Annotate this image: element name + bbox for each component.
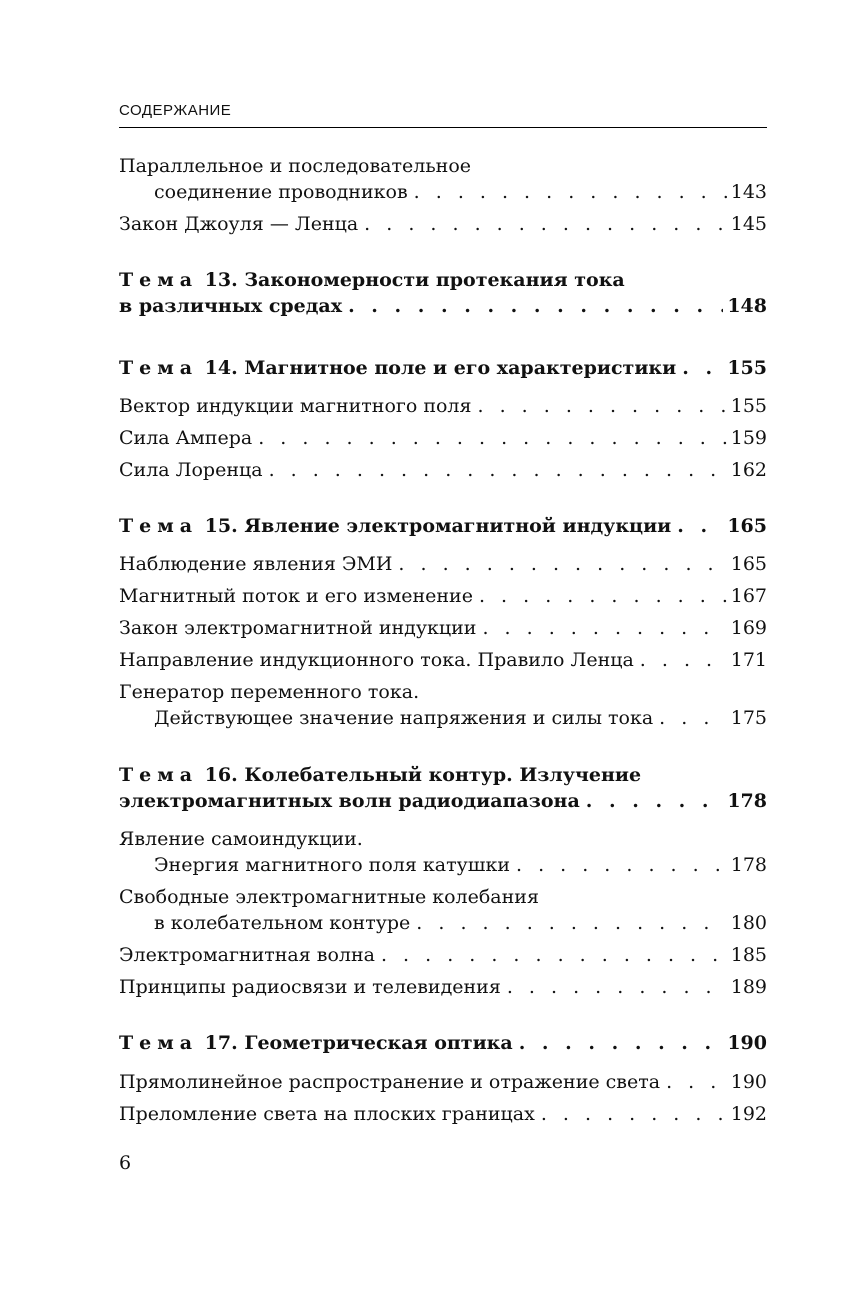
leader-dots (516, 852, 727, 878)
toc-page-number: 155 (730, 395, 767, 417)
toc-page-number: 167 (730, 585, 767, 607)
toc-page-number: 190 (727, 1032, 767, 1054)
toc-entry-title: Закон электромагнитной индукции (119, 617, 477, 639)
leader-dots (482, 615, 726, 641)
leader-dots (586, 788, 724, 814)
toc-page-number: 145 (730, 213, 767, 235)
page-number: 6 (119, 1152, 132, 1174)
toc-entry (119, 425, 767, 451)
toc-page-number: 159 (730, 427, 767, 449)
toc-entry (119, 153, 767, 205)
leader-dots (479, 583, 727, 609)
toc-entry-title: 17. Геометрическая оптика (204, 1032, 513, 1054)
toc-entry-title: Свободные электромагнитные колебания (119, 886, 539, 908)
toc-entry-title: Преломление света на плоских границах (119, 1103, 535, 1125)
toc-entry-title-cont: в различных средах (119, 295, 343, 317)
leader-dots (381, 942, 727, 968)
leader-dots (348, 293, 723, 319)
toc-entry-title: Прямолинейное распространение и отражение света (119, 1071, 661, 1093)
toc-topic-entry (119, 267, 767, 319)
toc-page-number: 165 (730, 553, 767, 575)
toc-entry-title: Магнитный поток и его изменение (119, 585, 473, 607)
toc-entry (119, 211, 767, 237)
toc-page-number: 192 (730, 1103, 767, 1125)
topic-label: Тема (119, 269, 199, 291)
toc-entry (119, 679, 767, 731)
toc-page-number: 162 (730, 459, 767, 481)
toc-entry (119, 457, 767, 483)
toc-page-number: 190 (730, 1071, 767, 1093)
toc-page-number: 178 (727, 790, 767, 812)
leader-dots (541, 1101, 727, 1127)
toc-entry (119, 826, 767, 878)
leader-dots (677, 513, 723, 539)
toc-page-number: 175 (730, 707, 767, 729)
toc-entry-title: Сила Ампера (119, 427, 253, 449)
toc-entry-title-cont: Действующее значение напряжения и силы тока (154, 707, 654, 729)
toc-topic-entry (119, 762, 767, 814)
toc-entry (119, 583, 767, 609)
toc-entry-title: Вектор индукции магнитного поля (119, 395, 472, 417)
toc-topic-entry (119, 355, 767, 381)
leader-dots (269, 457, 727, 483)
toc-entry (119, 974, 767, 1000)
toc-topic-entry (119, 1030, 767, 1056)
toc-page-number: 143 (730, 181, 767, 203)
toc-entry-title: 13. Закономерности протекания тока (204, 269, 625, 291)
leader-dots (659, 705, 727, 731)
toc-entry-title: 14. Магнитное поле и его характеристики (204, 357, 677, 379)
toc-entry-title: 15. Явление электромагнитной индукции (204, 515, 672, 537)
toc-entry-title: Направление индукционного тока. Правило Ленца (119, 649, 634, 671)
toc-page-number: 185 (730, 944, 767, 966)
toc-entry (119, 615, 767, 641)
topic-label: Тема (119, 1032, 199, 1054)
toc-page-number: 148 (727, 295, 767, 317)
leader-dots (519, 1030, 724, 1056)
topic-label: Тема (119, 515, 199, 537)
topic-label: Тема (119, 764, 199, 786)
toc-entry-title: Явление самоиндукции. (119, 828, 363, 850)
toc-entry (119, 647, 767, 673)
toc-entry (119, 1101, 767, 1127)
toc-entry-title-cont: электромагнитных волн радиодиапазона (119, 790, 580, 812)
toc-entry-title: Принципы радиосвязи и телевидения (119, 976, 501, 998)
toc-page-number: 169 (730, 617, 767, 639)
toc-entry-title: 16. Колебательный контур. Излучение (204, 764, 642, 786)
toc-page-number: 165 (727, 515, 767, 537)
toc-entry (119, 393, 767, 419)
leader-dots (640, 647, 727, 673)
toc-entry (119, 1069, 767, 1095)
toc-entry-title-cont: в колебательном контуре (154, 912, 411, 934)
toc-entry-title: Параллельное и последовательное (119, 155, 472, 177)
leader-dots (258, 425, 727, 451)
running-head: СОДЕРЖАНИЕ (119, 102, 232, 119)
toc-entry-title-cont: Энергия магнитного поля катушки (154, 854, 510, 876)
toc-entry-title-cont: соединение проводников (154, 181, 408, 203)
toc-entry (119, 551, 767, 577)
leader-dots (364, 211, 727, 237)
toc-page-number: 171 (730, 649, 767, 671)
leader-dots (398, 551, 726, 577)
topic-label: Тема (119, 357, 199, 379)
header-rule (119, 127, 767, 128)
toc-topic-entry (119, 513, 767, 539)
toc-entry (119, 942, 767, 968)
toc-entry-title: Наблюдение явления ЭМИ (119, 553, 393, 575)
toc-entry-title: Электромагнитная волна (119, 944, 375, 966)
leader-dots (416, 910, 726, 936)
leader-dots (666, 1069, 727, 1095)
leader-dots (682, 355, 723, 381)
toc-page-number: 155 (727, 357, 767, 379)
toc-entry-title: Закон Джоуля — Ленца (119, 213, 359, 235)
toc-page-number: 180 (730, 912, 767, 934)
toc-page-number: 189 (730, 976, 767, 998)
toc-entry (119, 884, 767, 936)
toc-entry-title: Сила Лоренца (119, 459, 263, 481)
leader-dots (414, 179, 727, 205)
leader-dots (507, 974, 727, 1000)
toc-entry-title: Генератор переменного тока. (119, 681, 420, 703)
toc-page-number: 178 (730, 854, 767, 876)
leader-dots (478, 393, 727, 419)
